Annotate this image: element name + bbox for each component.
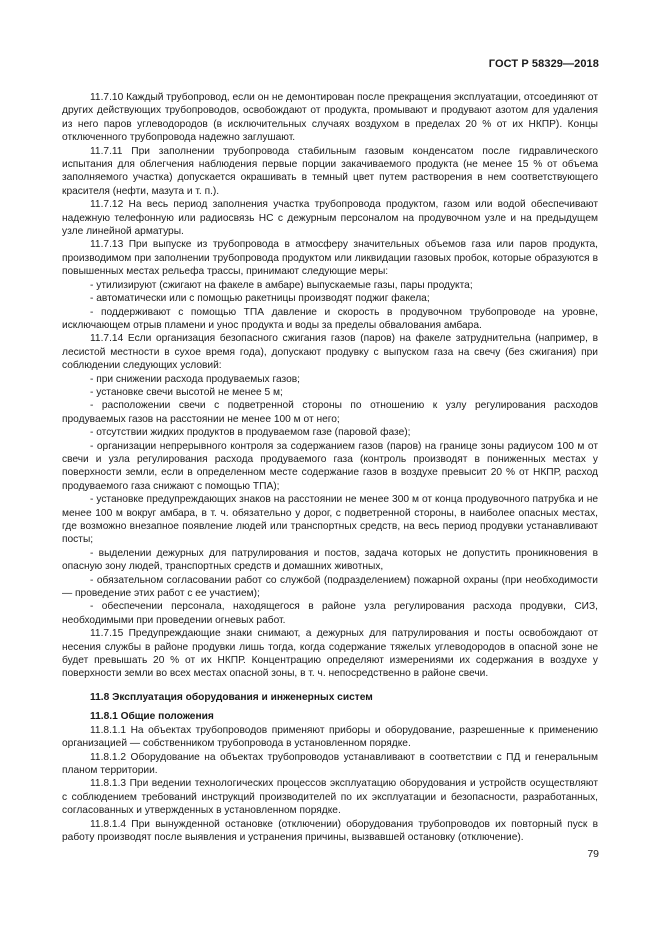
list-item: - автоматически или с помощью ракетницы производят поджиг факела; (90, 293, 430, 305)
list-item: - утилизируют (сжигают на факеле в амбаре) выпускаемые газы, пары продукта; (90, 279, 473, 291)
paragraph-11-8-1-4: 11.8.1.4 При вынужденной остановке (отключении) оборудования трубопроводов их повторный пуск в работу производят после выявления и устранения причины, вызвавшей остановку (отключение). (62, 818, 598, 843)
paragraph-11-7-10: 11.7.10 Каждый трубопровод, если он не демонтирован после прекращения эксплуатации, отсоединяют от других действующих трубопроводов, освобождают от продукта, промывают и продувают азотом для удаления из него паров углеводородов (в исключительных случаях воздухом в пределах 20 % от их НКПР). Концы отключенного трубопровода надежно заглушают. (62, 92, 598, 144)
body-text (62, 91, 598, 844)
paragraph-11-8-1-3: 11.8.1.3 При ведении технологических процессов эксплуатацию оборудования и устройств осуществляют с соблюдением требований инструкций производителей по их эксплуатации и безопасности, разработанных, согласованных и утвержденных в установленном порядке. (62, 778, 598, 817)
list-item: - выделении дежурных для патрулирования и постов, задача которых не допустить проникновения в опасную зону людей, транспортных средств и домашних животных, (62, 547, 598, 573)
paragraph-11-7-14: 11.7.14 Если организация безопасного сжигания газов (паров) на факеле затруднительна (например, в лесистой местности в сухое время года), допускают продувку с выпуском газа на свечу (без сжигания) при соблюдении следующих условий: (62, 333, 598, 372)
list-item: - обязательном согласовании работ со службой (подразделением) пожарной охраны (при необходимости — проведение этих работ с ее участием); (62, 574, 598, 600)
list-item: - при снижении расхода продуваемых газов; (90, 373, 300, 385)
list-item: - установке предупреждающих знаков на расстоянии не менее 300 м от конца продувочного патрубка и не менее 100 м вокруг амбара, в т. ч. обязательно у дорог, с подветренной стороны, в наиболее опасных местах, где возможно внезапное появление людей или транспортных средств, на весь период продувки устанавливают посты; (62, 494, 598, 546)
paragraph-11-7-11: 11.7.11 При заполнении трубопровода стабильным газовым конденсатом после гидравлического испытания для облегчения наблюдения первые порции закачиваемого продукта (не менее 15 % от объема заполняемого участка) допускается окрашивать в темный цвет путем растворения в нем соответствующего красителя (нефти, мазута и т. п.). (62, 145, 598, 197)
list-item: - расположении свечи с подветренной стороны по отношению к узлу регулирования расходов продуваемых газов на расстоянии не менее 100 м от него; (62, 400, 598, 425)
subsection-heading: 11.8.1 Общие положения (90, 711, 214, 723)
list-item: - отсутствии жидких продуктов в продуваемом газе (паровой фазе); (90, 427, 411, 439)
paragraph-11-7-13: 11.7.13 При выпуске из трубопровода в атмосферу значительных объемов газа или паров продукта, производимом при заполнении трубопровода продуктом или ликвидации газовых пробок, которые образуются в повышенных местах рельефа трассы, принимают следующие меры: (62, 239, 598, 278)
list-item: - установке свечи высотой не менее 5 м; (90, 386, 283, 398)
list-item: - организации непрерывного контроля за содержанием газов (паров) на границе зоны радиусом 100 м от свечи и узла регулирования расхода продуваемого газа (контроль производят в пониженных местах у поверхности земли, если в определенном месте содержание газов в воздухе превысит 20 % от НКПР, расход продуваемого газа снижают с помощью ТПА); (62, 440, 598, 492)
page-number: 79 (587, 848, 599, 860)
paragraph-11-8-1-1: 11.8.1.1 На объектах трубопроводов применяют приборы и оборудование, разрешенные к применению организацией — собственником трубопровода в установленном порядке. (62, 724, 598, 750)
section-heading: 11.8 Эксплуатация оборудования и инженерных систем (90, 691, 373, 703)
standard-header: ГОСТ Р 58329—2018 (488, 58, 599, 70)
paragraph-11-7-15: 11.7.15 Предупреждающие знаки снимают, а дежурных для патрулирования и посты освобождают от несения службы в районе продувки лишь тогда, когда содержание тяжелых углеводородов в опасной зоне не будет превышать 20 % от их НКПР. Концентрацию определяют измерениями их содержания в воздухе у поверхности земли во всех местах опасной зоны, в т. ч. непосредственно в районе свечи. (62, 628, 598, 680)
list-item: - обеспечении персонала, находящегося в районе узла регулирования расхода продувки, СИЗ, необходимыми при проведении огневых работ. (62, 601, 598, 626)
list-item: - поддерживают с помощью ТПА давление и скорость в продувочном трубопроводе на уровне, исключающем отрыв пламени и унос продукта и воды за пределы обвалования амбара. (62, 306, 598, 331)
paragraph-11-8-1-2: 11.8.1.2 Оборудование на объектах трубопроводов устанавливают в соответствии с ПД и генеральным планом территории. (62, 751, 598, 776)
paragraph-11-7-12: 11.7.12 На весь период заполнения участка трубопровода продуктом, газом или водой обеспечивают надежную телефонную или радиосвязь НС с дежурным персоналом на продувочном узле и на предыдущем узле линейной арматуры. (62, 199, 598, 238)
